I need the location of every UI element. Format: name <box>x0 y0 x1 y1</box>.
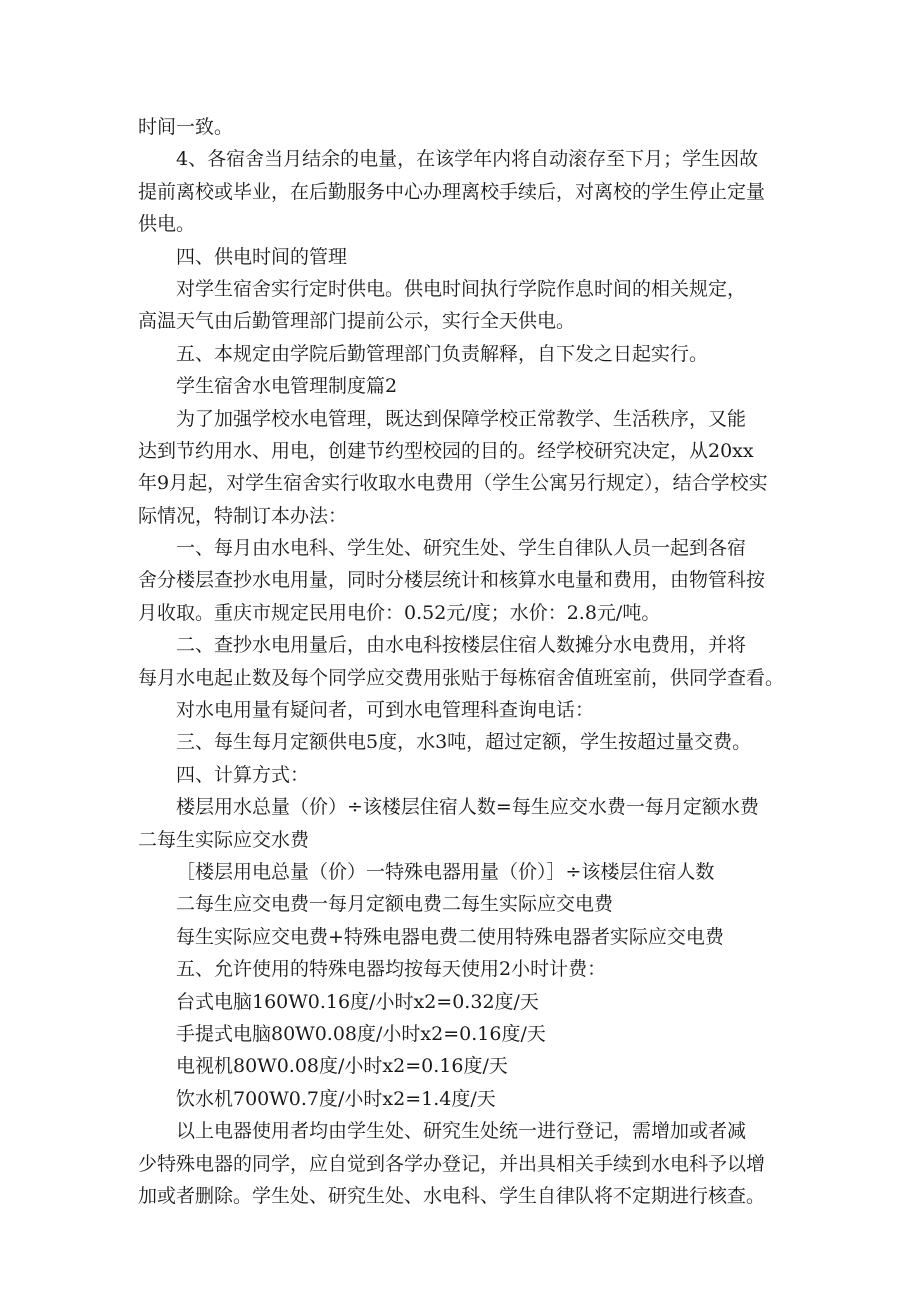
text-line: 对学生宿舍实行定时供电。供电时间执行学院作息时间的相关规定， <box>176 277 747 300</box>
text-line: 际情况，特制订本办法： <box>138 504 348 527</box>
text-line: 饮水机700W0.7度/小时x2=1.4度/天 <box>176 1087 496 1110</box>
text-line: 二每生实际应交水费 <box>138 828 310 851</box>
text-line: 每生实际应交电费+特殊电器电费二使用特殊电器者实际应交电费 <box>176 925 724 948</box>
text-line: 每月水电起止数及每个同学应交费用张贴于每栋宿舍值班室前，供同学查看。 <box>138 666 785 689</box>
text-line: 供电。 <box>138 213 196 236</box>
text-line: 四、供电时间的管理 <box>176 245 348 268</box>
text-line: 以上电器使用者均由学生处、研究生处统一进行登记，需增加或者减 <box>176 1120 747 1143</box>
text-line: 少特殊电器的同学，应自觉到各学办登记，并出具相关手续到水电科予以增 <box>138 1152 766 1175</box>
text-line: 加或者删除。学生处、研究生处、水电科、学生自律队将不定期进行核查。 <box>138 1184 766 1207</box>
text-line: 月收取。重庆市规定民用电价：0.52元/度；水价：2.8元/吨。 <box>138 601 661 624</box>
text-line: 二、查抄水电用量后，由水电科按楼层住宿人数摊分水电费用，并将 <box>176 634 747 657</box>
text-line: 为了加强学校水电管理，既达到保障学校正常教学、生活秩序，又能 <box>176 407 747 430</box>
text-line: 电视机80W0.08度/小时x2=0.16度/天 <box>176 1055 508 1078</box>
text-line: 五、本规定由学院后勤管理部门负责解释，自下发之日起实行。 <box>176 342 709 365</box>
text-line: 三、每生每月定额供电5度，水3吨，超过定额，学生按超过量交费。 <box>176 731 752 754</box>
text-line: 达到节约用水、用电，创建节约型校园的目的。经学校研究决定，从20xx <box>138 439 754 462</box>
text-line: 4、各宿舍当月结余的电量，在该学年内将自动滚存至下月；学生因故 <box>176 148 759 171</box>
text-line: 对水电用量有疑问者，可到水电管理科查询电话： <box>176 699 595 722</box>
text-line: 五、允许使用的特殊电器均按每天使用2小时计费： <box>176 958 607 981</box>
text-line: 舍分楼层查抄水电用量，同时分楼层统计和核算水电量和费用，由物管科按 <box>138 569 766 592</box>
document-body <box>0 111 920 1212</box>
text-line: 提前离校或毕业，在后勤服务中心办理离校手续后，对离校的学生停止定量 <box>138 180 766 203</box>
text-line: 楼层用水总量（价）÷该楼层住宿人数=每生应交水费一每月定额水费 <box>176 796 759 819</box>
text-line: 台式电脑160W0.16度/小时x2=0.32度/天 <box>176 990 539 1013</box>
text-line: 高温天气由后勤管理部门提前公示，实行全天供电。 <box>138 310 576 333</box>
text-line: ［楼层用电总量（价）一特殊电器用量（价）］÷该楼层住宿人数 <box>176 860 715 883</box>
text-line: 四、计算方式： <box>176 763 310 786</box>
text-line: 二每生应交电费一每月定额电费二每生实际应交电费 <box>176 893 614 916</box>
text-line: 年9月起，对学生宿舍实行收取水电费用（学生公寓另行规定），结合学校实 <box>138 472 768 495</box>
text-line: 时间一致。 <box>138 116 234 138</box>
text-line: 一、每月由水电科、学生处、研究生处、学生自律队人员一起到各宿 <box>176 537 747 560</box>
text-line: 手提式电脑80W0.08度/小时x2=0.16度/天 <box>176 1022 546 1045</box>
text-line: 学生宿舍水电管理制度篇2 <box>176 375 398 398</box>
